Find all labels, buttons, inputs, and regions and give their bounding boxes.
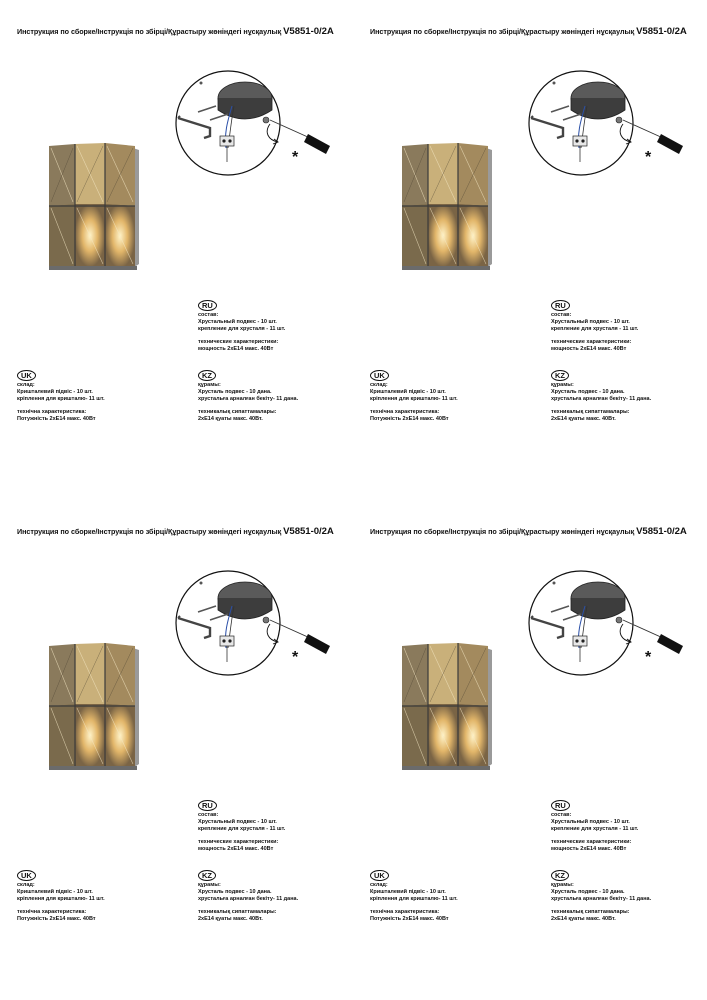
section-kz bbox=[551, 370, 651, 423]
list-item: Хрусталь подвес - 10 дана. bbox=[198, 889, 272, 896]
specs-heading: технические характеристики: bbox=[198, 339, 279, 346]
section-ru bbox=[551, 300, 638, 353]
asterisk-mark: * bbox=[292, 649, 299, 666]
section-kz bbox=[198, 870, 298, 923]
specs-value: 2хЕ14 қуаты макс. 40Вт. bbox=[198, 916, 263, 923]
list-item: кріплення для кришталю- 11 шт. bbox=[370, 896, 458, 903]
section-uk bbox=[370, 370, 458, 423]
section-ru bbox=[551, 800, 638, 853]
title-text: Инструкция по сборке/Інструкція по збірці/Құрастыру жөніндегі нұсқаулық bbox=[370, 527, 635, 536]
section-heading: құрамы: bbox=[198, 882, 221, 888]
title-text: Инструкция по сборке/Інструкція по збірці/Құрастыру жөніндегі нұсқаулық bbox=[17, 27, 282, 36]
asterisk-mark: * bbox=[645, 149, 652, 166]
lang-badge: UK bbox=[370, 370, 389, 381]
specs-heading: техникалық сипаттамалары: bbox=[551, 909, 630, 916]
specs-heading: технические характеристики: bbox=[198, 839, 279, 846]
list-item: Хрустальный подвес - 10 шт. bbox=[198, 819, 277, 826]
list-item: Хрусталь подвес - 10 дана. bbox=[198, 389, 272, 396]
list-item: крепление для хрусталя - 11 шт. bbox=[198, 326, 286, 333]
section-uk bbox=[17, 370, 105, 423]
list-item: Хрустальный подвес - 10 шт. bbox=[551, 319, 630, 326]
section-heading: склад: bbox=[17, 882, 35, 888]
crystal-wall-lamp-image bbox=[398, 640, 494, 780]
crystal-wall-lamp-image bbox=[45, 640, 141, 780]
specs-value: мощность 2хЕ14 макс. 40Вт bbox=[198, 846, 274, 853]
list-item: Хрустальный подвес - 10 шт. bbox=[551, 819, 630, 826]
lang-badge: UK bbox=[17, 870, 36, 881]
specs-value: Потужність 2хЕ14 макс. 40Вт bbox=[17, 416, 96, 423]
section-uk bbox=[17, 870, 105, 923]
model-number: V5851-0/2A bbox=[283, 26, 334, 37]
page-title bbox=[17, 526, 352, 537]
specs-heading: технічна характеристика: bbox=[17, 909, 87, 916]
list-item: кріплення для кришталю- 11 шт. bbox=[17, 396, 105, 403]
list-item: крепление для хрусталя - 11 шт. bbox=[198, 826, 286, 833]
lang-badge: RU bbox=[551, 800, 570, 811]
list-item: Кришталевий підвіс - 10 шт. bbox=[17, 889, 93, 896]
instruction-card bbox=[0, 500, 353, 1000]
list-item: крепление для хрусталя - 11 шт. bbox=[551, 326, 639, 333]
section-kz bbox=[551, 870, 651, 923]
specs-heading: техникалық сипаттамалары: bbox=[198, 909, 277, 916]
title-text: Инструкция по сборке/Інструкція по збірці/Құрастыру жөніндегі нұсқаулық bbox=[17, 527, 282, 536]
section-heading: состав: bbox=[198, 312, 219, 318]
page-title bbox=[17, 26, 352, 37]
section-heading: склад: bbox=[17, 382, 35, 388]
lang-badge: RU bbox=[551, 300, 570, 311]
list-item: кріплення для кришталю- 11 шт. bbox=[370, 396, 458, 403]
list-item: кріплення для кришталю- 11 шт. bbox=[17, 896, 105, 903]
specs-value: Потужність 2хЕ14 макс. 40Вт bbox=[370, 916, 449, 923]
asterisk-mark: * bbox=[645, 649, 652, 666]
mounting-diagram bbox=[523, 570, 693, 685]
specs-heading: технічна характеристика: bbox=[370, 909, 440, 916]
list-item: хрустальға арналған бекіту- 11 дана. bbox=[198, 896, 299, 903]
instruction-card bbox=[353, 0, 706, 500]
specs-heading: технические характеристики: bbox=[551, 339, 632, 346]
section-heading: склад: bbox=[370, 382, 388, 388]
mounting-diagram bbox=[523, 70, 693, 185]
lang-badge: KZ bbox=[551, 370, 569, 381]
crystal-wall-lamp-image bbox=[398, 140, 494, 280]
specs-value: 2хЕ14 қуаты макс. 40Вт. bbox=[551, 416, 616, 423]
lang-badge: RU bbox=[198, 300, 217, 311]
asterisk-mark: * bbox=[292, 149, 299, 166]
list-item: Кришталевий підвіс - 10 шт. bbox=[370, 889, 446, 896]
list-item: Кришталевий підвіс - 10 шт. bbox=[17, 389, 93, 396]
specs-value: мощность 2хЕ14 макс. 40Вт bbox=[551, 846, 627, 853]
specs-value: мощность 2хЕ14 макс. 40Вт bbox=[551, 346, 627, 353]
mounting-diagram bbox=[170, 570, 340, 685]
section-uk bbox=[370, 870, 458, 923]
specs-heading: техникалық сипаттамалары: bbox=[551, 409, 630, 416]
specs-value: Потужність 2хЕ14 макс. 40Вт bbox=[370, 416, 449, 423]
lang-badge: KZ bbox=[198, 870, 216, 881]
list-item: Хрустальный подвес - 10 шт. bbox=[198, 319, 277, 326]
list-item: Хрусталь подвес - 10 дана. bbox=[551, 889, 625, 896]
list-item: хрустальға арналған бекіту- 11 дана. bbox=[551, 896, 652, 903]
section-heading: состав: bbox=[198, 812, 219, 818]
lang-badge: UK bbox=[370, 870, 389, 881]
specs-heading: техникалық сипаттамалары: bbox=[198, 409, 277, 416]
section-ru bbox=[198, 800, 285, 853]
instruction-card bbox=[353, 500, 706, 1000]
list-item: Кришталевий підвіс - 10 шт. bbox=[370, 389, 446, 396]
section-heading: құрамы: bbox=[551, 882, 574, 888]
specs-heading: технічна характеристика: bbox=[17, 409, 87, 416]
specs-value: Потужність 2хЕ14 макс. 40Вт bbox=[17, 916, 96, 923]
list-item: крепление для хрусталя - 11 шт. bbox=[551, 826, 639, 833]
lang-badge: UK bbox=[17, 370, 36, 381]
list-item: Хрусталь подвес - 10 дана. bbox=[551, 389, 625, 396]
section-ru bbox=[198, 300, 285, 353]
specs-heading: технические характеристики: bbox=[551, 839, 632, 846]
specs-heading: технічна характеристика: bbox=[370, 409, 440, 416]
specs-value: 2хЕ14 қуаты макс. 40Вт. bbox=[198, 416, 263, 423]
mounting-diagram bbox=[170, 70, 340, 185]
section-heading: состав: bbox=[551, 812, 572, 818]
page-title bbox=[370, 26, 705, 37]
specs-value: 2хЕ14 қуаты макс. 40Вт. bbox=[551, 916, 616, 923]
specs-value: мощность 2хЕ14 макс. 40Вт bbox=[198, 346, 274, 353]
model-number: V5851-0/2A bbox=[636, 26, 687, 37]
page-title bbox=[370, 526, 705, 537]
title-text: Инструкция по сборке/Інструкція по збірці/Құрастыру жөніндегі нұсқаулық bbox=[370, 27, 635, 36]
model-number: V5851-0/2A bbox=[283, 526, 334, 537]
list-item: хрустальға арналған бекіту- 11 дана. bbox=[551, 396, 652, 403]
instruction-card bbox=[0, 0, 353, 500]
model-number: V5851-0/2A bbox=[636, 526, 687, 537]
list-item: хрустальға арналған бекіту- 11 дана. bbox=[198, 396, 299, 403]
section-heading: склад: bbox=[370, 882, 388, 888]
lang-badge: KZ bbox=[551, 870, 569, 881]
crystal-wall-lamp-image bbox=[45, 140, 141, 280]
section-kz bbox=[198, 370, 298, 423]
lang-badge: KZ bbox=[198, 370, 216, 381]
section-heading: құрамы: bbox=[198, 382, 221, 388]
section-heading: құрамы: bbox=[551, 382, 574, 388]
section-heading: состав: bbox=[551, 312, 572, 318]
lang-badge: RU bbox=[198, 800, 217, 811]
